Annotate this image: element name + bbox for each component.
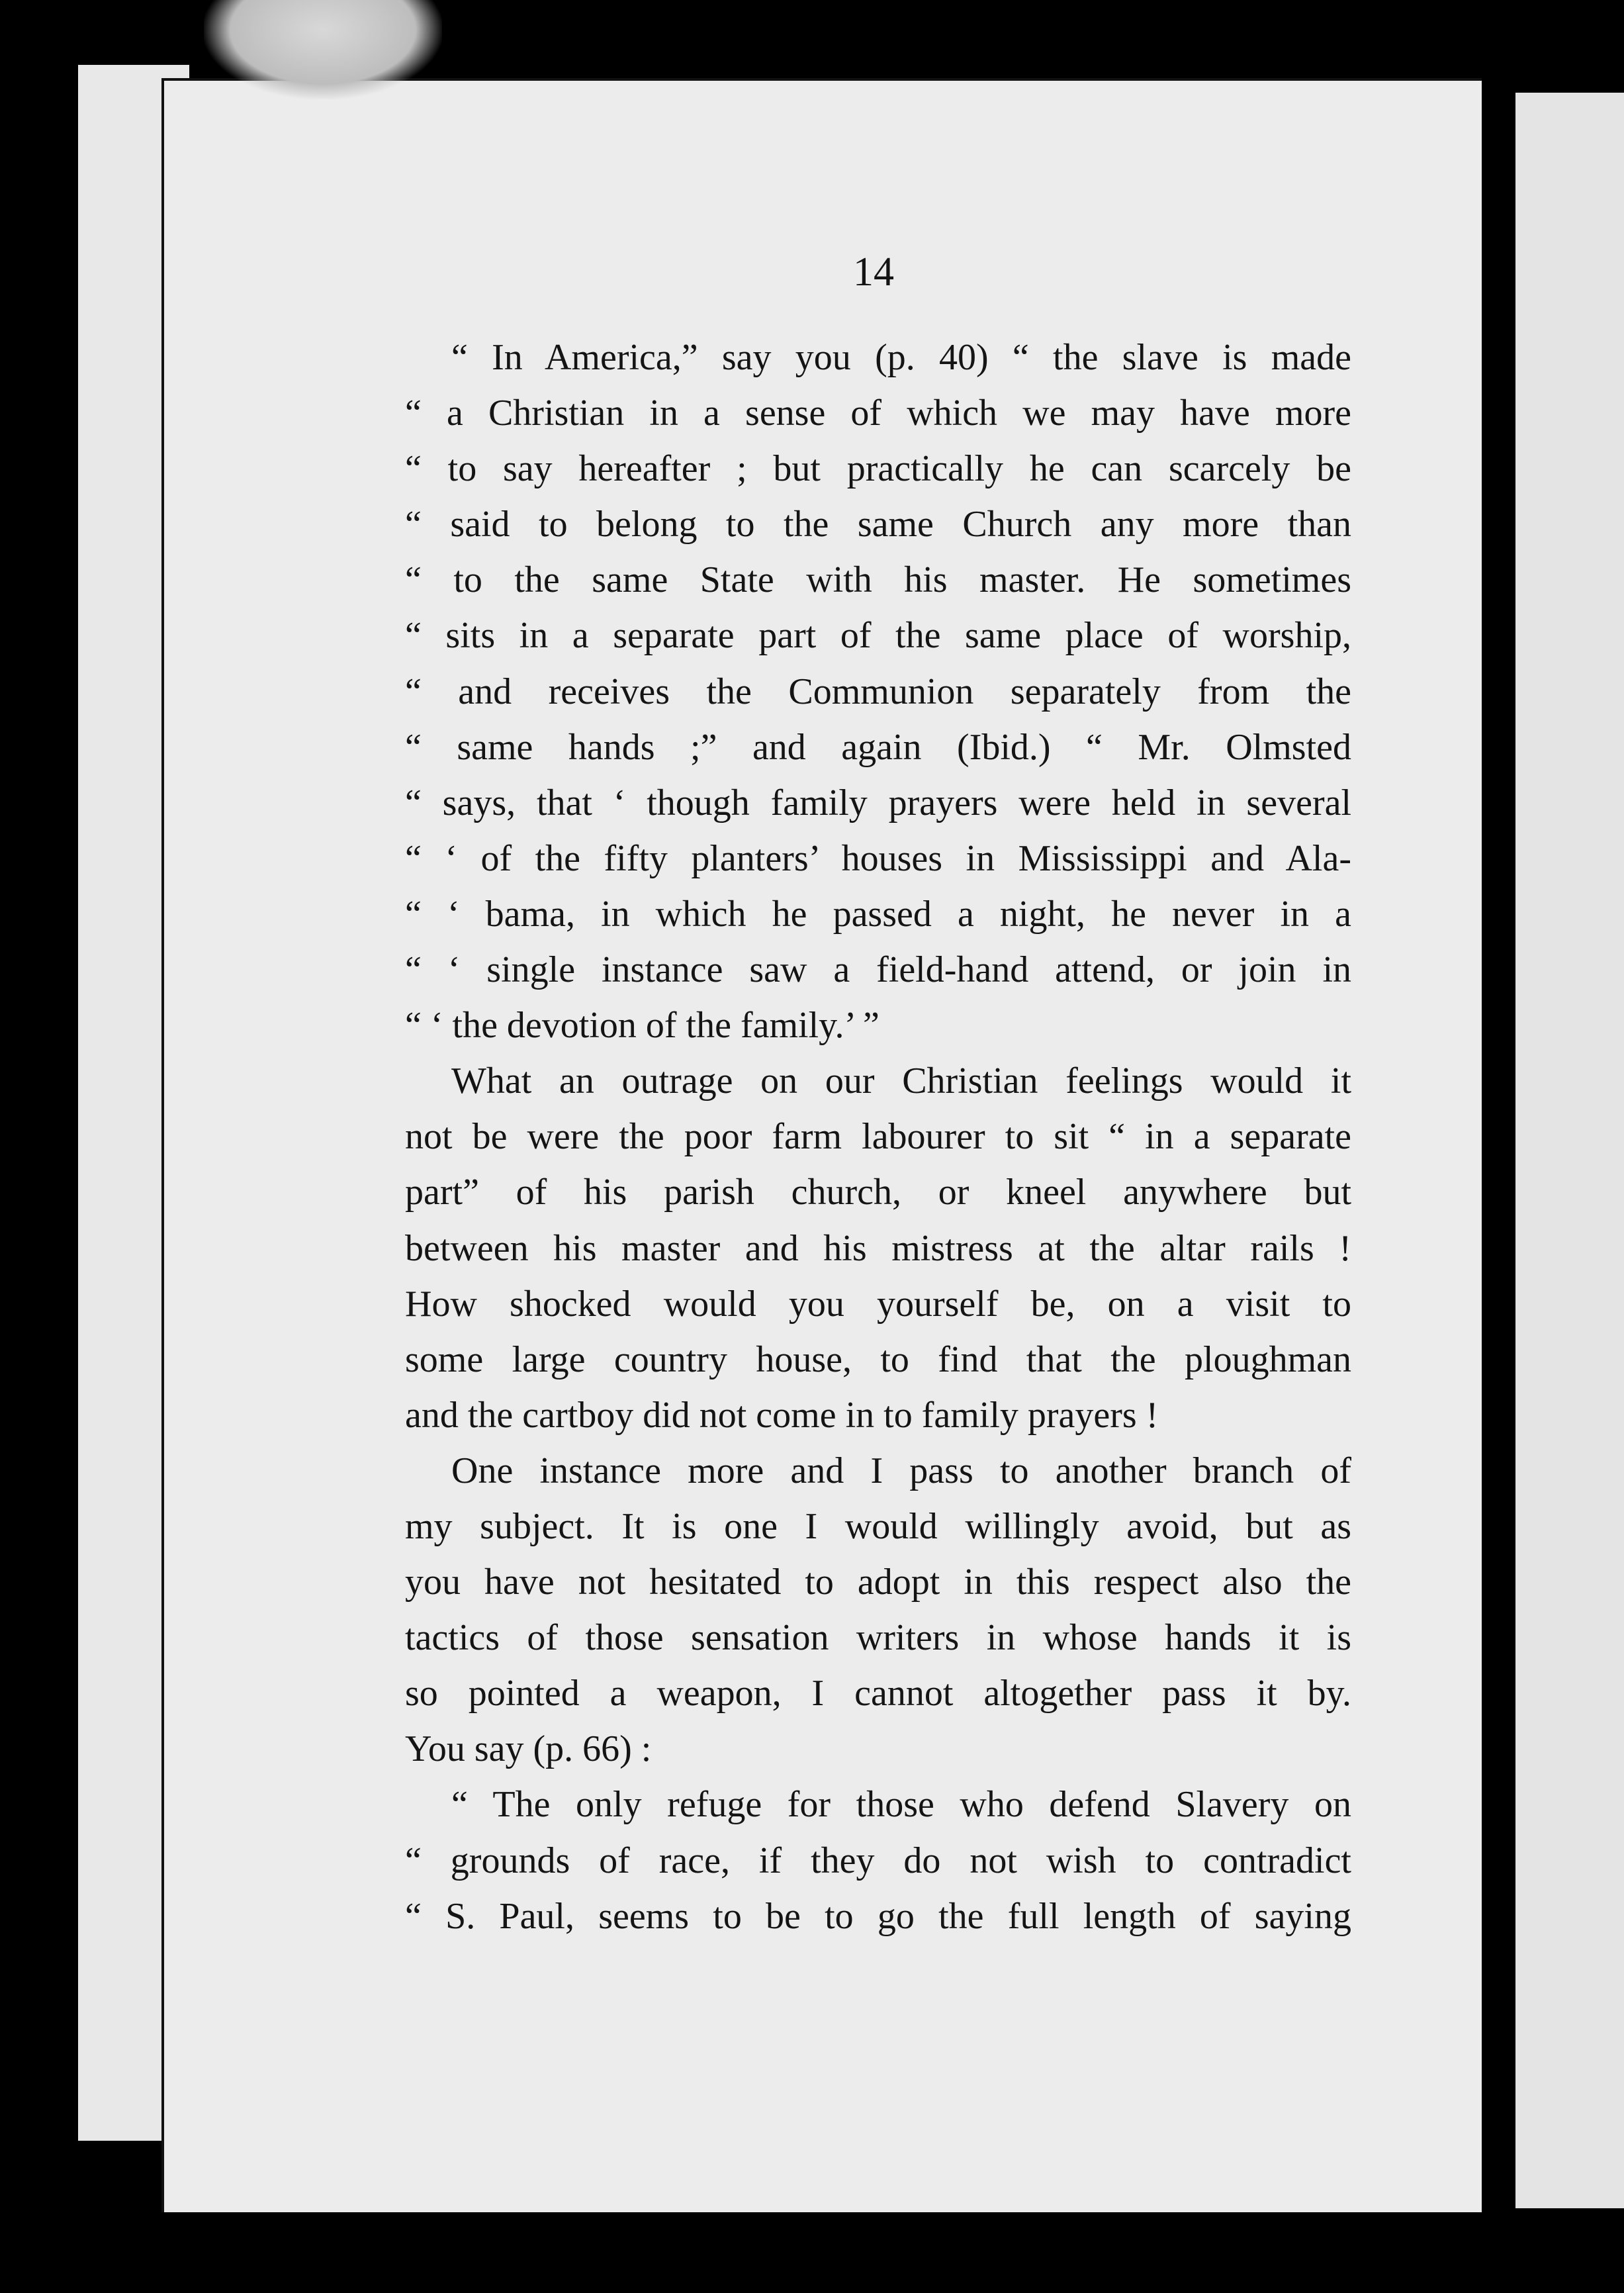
text-line: between his master and his mistress at the altar rails ! xyxy=(405,1227,1351,1269)
page-number: 14 xyxy=(853,250,894,295)
text-line: “ to say hereafter ; but practically he can scarcely be xyxy=(405,448,1351,490)
text-line: How shocked would you yourself be, on a visit to xyxy=(405,1283,1351,1325)
text-line: What an outrage on our Christian feelings would it xyxy=(451,1060,1351,1102)
text-line: You say (p. 66) : xyxy=(405,1728,652,1770)
text-line: “ to the same State with his master. He sometimes xyxy=(405,559,1351,601)
text-line: “ grounds of race, if they do not wish to contradict xyxy=(405,1840,1351,1881)
text-line: some large country house, to find that the ploughman xyxy=(405,1338,1351,1380)
text-line: “ ‘ the devotion of the family.’ ” xyxy=(405,1005,880,1047)
text-line: tactics of those sensation writers in whose hands it is xyxy=(405,1617,1351,1659)
text-line: “ and receives the Communion separately from the xyxy=(405,671,1351,712)
text-line: “ ‘ of the fifty planters’ houses in Mississippi and Ala- xyxy=(405,837,1351,879)
facing-page-edge xyxy=(1515,93,1624,2208)
text-line: “ In America,” say you (p. 40) “ the slave is made xyxy=(451,337,1351,378)
torn-page-corner xyxy=(204,0,442,99)
text-line: you have not hesitated to adopt in this respect also the xyxy=(405,1562,1351,1603)
text-line: “ The only refuge for those who defend Slavery on xyxy=(451,1784,1351,1826)
text-line: “ said to belong to the same Church any more than xyxy=(405,504,1351,545)
text-line: “ sits in a separate part of the same place of worship, xyxy=(405,615,1351,657)
text-line: and the cartboy did not come in to family prayers ! xyxy=(405,1394,1159,1436)
text-line: “ ‘ single instance saw a field-hand attend, or join in xyxy=(405,949,1351,991)
text-line: “ same hands ;” and again (Ibid.) “ Mr. Olmsted xyxy=(405,726,1351,768)
text-line: “ says, that ‘ though family prayers were held in several xyxy=(405,782,1351,823)
text-line: my subject. It is one I would willingly avoid, but as xyxy=(405,1505,1351,1547)
text-line: “ a Christian in a sense of which we may have more xyxy=(405,393,1351,434)
body-text xyxy=(405,330,1351,1944)
text-line: “ ‘ bama, in which he passed a night, he never in a xyxy=(405,893,1351,935)
text-line: so pointed a weapon, I cannot altogether pass it by. xyxy=(405,1673,1351,1714)
text-line: not be were the poor farm labourer to sit “ in a separate xyxy=(405,1116,1351,1158)
text-line: part” of his parish church, or kneel anywhere but xyxy=(405,1172,1351,1213)
text-line: “ S. Paul, seems to be to go the full length of saying xyxy=(405,1895,1351,1937)
text-line: One instance more and I pass to another branch of xyxy=(451,1450,1351,1491)
